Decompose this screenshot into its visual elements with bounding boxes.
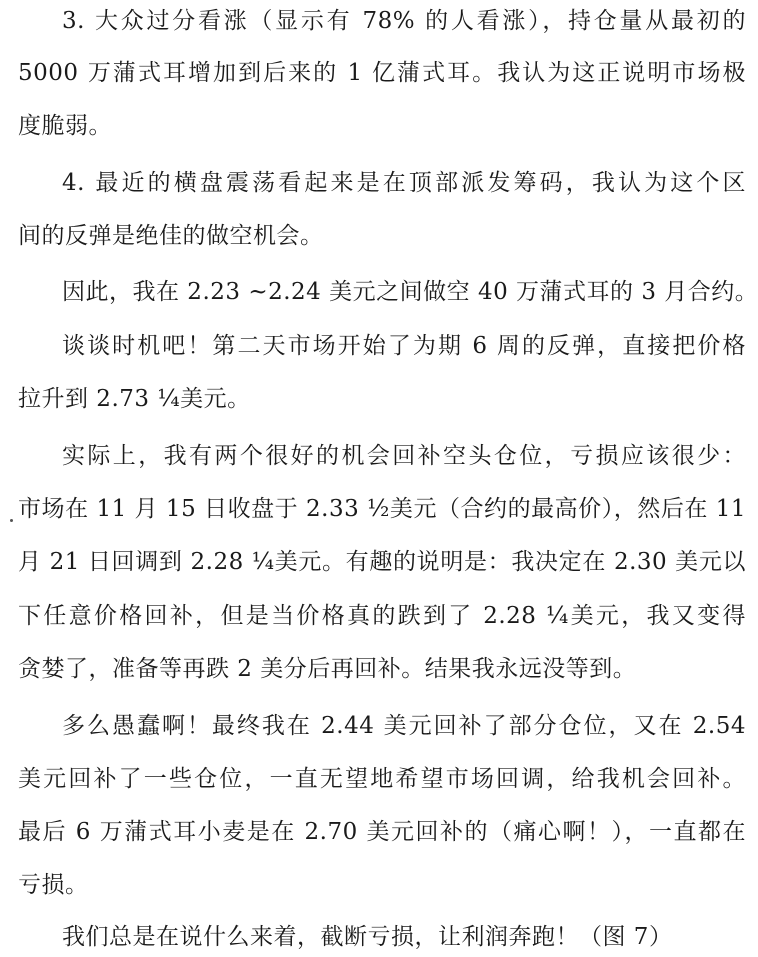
text-line: 4. 最近的横盘震荡看起来是在顶部派发筹码，我认为这个区: [62, 170, 746, 196]
text-line: 贪婪了，准备等再跌 2 美分后再回补。结果我永远没等到。: [18, 656, 637, 682]
text-line: 下任意价格回补，但是当价格真的跌到了 2.28 ¼美元，我又变得: [18, 603, 746, 629]
text-line: 拉升到 2.73 ¼美元。: [18, 386, 251, 412]
text-line: 实际上，我有两个很好的机会回补空头仓位，亏损应该很少：: [62, 443, 746, 469]
text-line: 多么愚蠢啊！最终我在 2.44 美元回补了部分仓位，又在 2.54: [62, 713, 746, 739]
text-line: 度脆弱。: [18, 113, 112, 139]
text-line: 我们总是在说什么来着，截断亏损，让利润奔跑！（图 7）: [62, 924, 673, 950]
scan-speck: [10, 519, 13, 522]
text-line: 市场在 11 月 15 日收盘于 2.33 ½美元（合约的最高价），然后在 11: [18, 496, 746, 522]
text-line: 谈谈时机吧！第二天市场开始了为期 6 周的反弹，直接把价格: [62, 333, 746, 359]
text-line: 亏损。: [18, 872, 89, 898]
text-line: 因此，我在 2.23 ~2.24 美元之间做空 40 万蒲式耳的 3 月合约。: [62, 279, 758, 305]
text-line: 5000 万蒲式耳增加到后来的 1 亿蒲式耳。我认为这正说明市场极: [18, 60, 746, 86]
text-line: 月 21 日回调到 2.28 ¼美元。有趣的说明是：我决定在 2.30 美元以: [18, 549, 746, 575]
text-line: 最后 6 万蒲式耳小麦是在 2.70 美元回补的（痛心啊！），一直都在: [18, 819, 746, 845]
text-line: 美元回补了一些仓位，一直无望地希望市场回调，给我机会回补。: [18, 766, 746, 792]
text-line: 间的反弹是绝佳的做空机会。: [18, 223, 324, 249]
text-line: 3. 大众过分看涨（显示有 78% 的人看涨），持仓量从最初的: [62, 8, 746, 34]
